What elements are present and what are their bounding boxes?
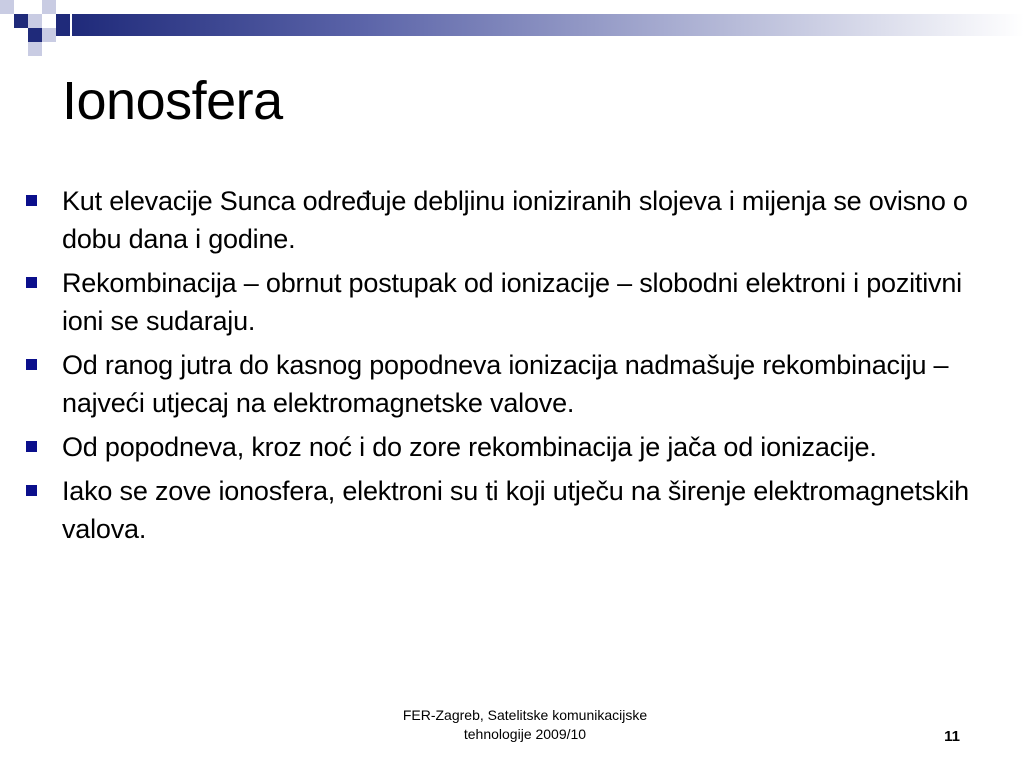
- square-bullet-icon: [26, 359, 37, 370]
- bullet-list: [62, 182, 992, 554]
- deco-square-6: [56, 14, 70, 36]
- deco-square-5: [28, 14, 42, 28]
- deco-square-3: [42, 0, 56, 14]
- footer-line-1: FER-Zagreb, Satelitske komunikacijske: [402, 707, 648, 723]
- bullet-item: [62, 428, 992, 466]
- bullet-text: Od popodneva, kroz noć i do zore rekombinacija je jača od ionizacije.: [62, 432, 877, 462]
- square-bullet-icon: [26, 441, 37, 452]
- deco-square-4: [14, 14, 28, 28]
- bullet-text: Rekombinacija – obrnut postupak od ionizacije – slobodni elektroni i pozitivni ioni se sudaraju.: [62, 268, 962, 336]
- bullet-text: Iako se zove ionosfera, elektroni su ti koji utječu na širenje elektromagnetskih valova.: [62, 476, 969, 544]
- deco-square-7: [0, 28, 14, 42]
- square-bullet-icon: [26, 195, 37, 206]
- slide-title: Ionosfera: [62, 71, 283, 131]
- deco-square-10: [28, 42, 42, 56]
- footer-text: [340, 706, 710, 744]
- deco-square-1: [0, 0, 14, 14]
- square-bullet-icon: [26, 277, 37, 288]
- bullet-item: [62, 346, 992, 422]
- bullet-text: Kut elevacije Sunca određuje debljinu ioniziranih slojeva i mijenja se ovisno o dobu dana i godine.: [62, 186, 968, 254]
- footer-line-2: tehnologije 2009/10: [463, 726, 587, 742]
- header-gradient-bar: [72, 14, 1024, 36]
- page-number: 11: [944, 728, 960, 745]
- deco-square-9: [42, 28, 56, 42]
- bullet-item: [62, 472, 992, 548]
- square-bullet-icon: [26, 485, 37, 496]
- bullet-item: [62, 182, 992, 258]
- bullet-text: Od ranog jutra do kasnog popodneva ionizacija nadmašuje rekombinaciju – najveći utjecaj na elektromagnetske valove.: [62, 350, 949, 418]
- bullet-item: [62, 264, 992, 340]
- deco-square-2: [14, 0, 28, 14]
- deco-square-8: [28, 28, 42, 42]
